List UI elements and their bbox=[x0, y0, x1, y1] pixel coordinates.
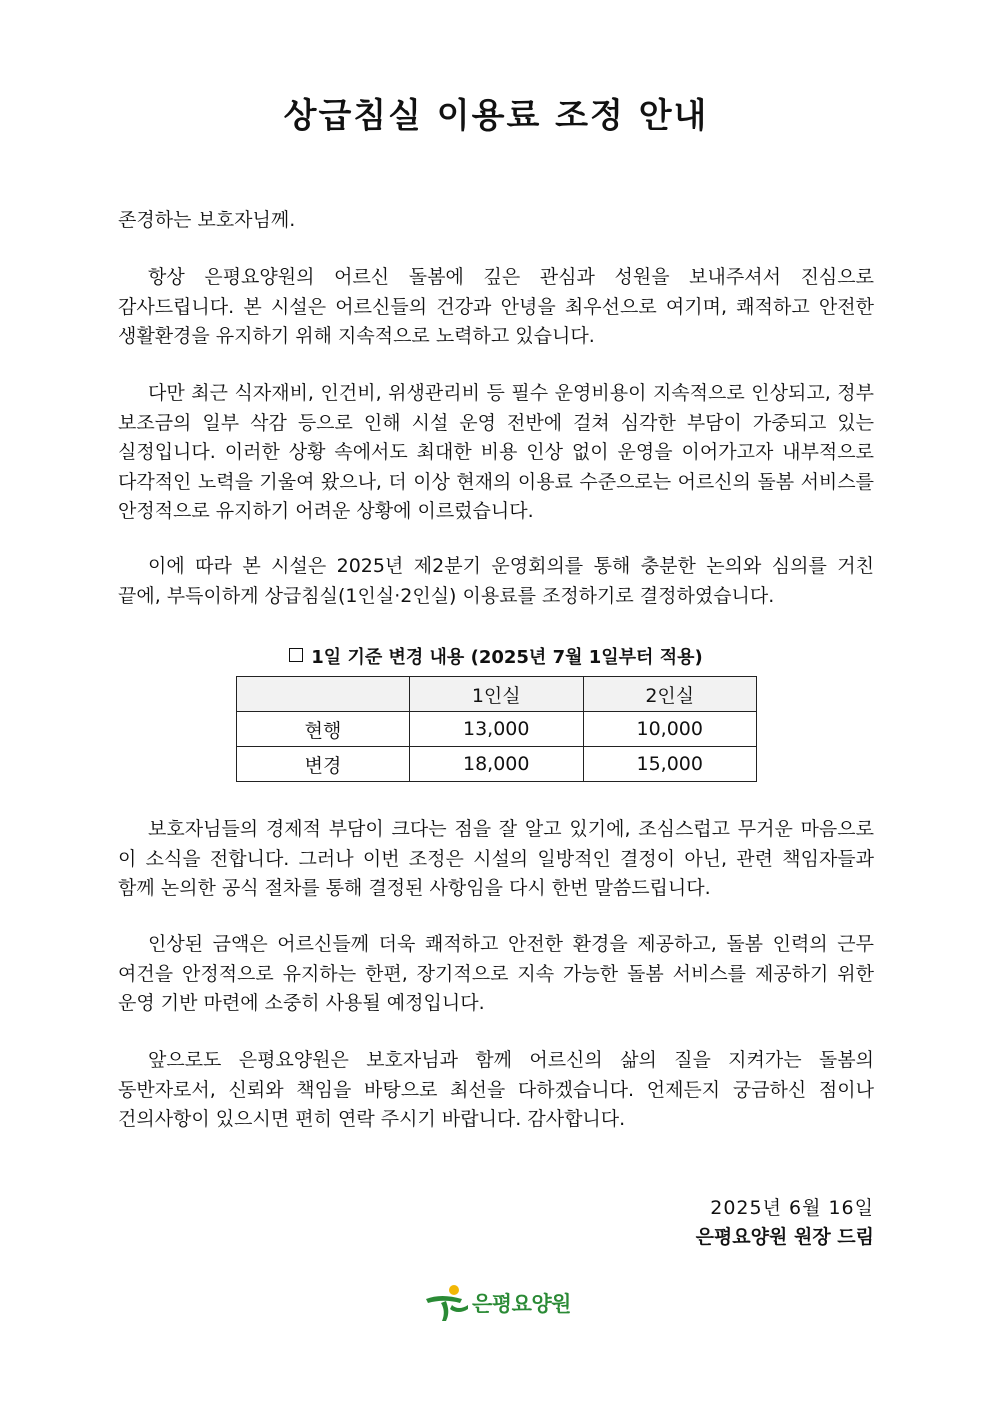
table-header-cell: 2인실 bbox=[583, 677, 757, 712]
table-row bbox=[237, 747, 757, 782]
table-caption-text: 1일 기준 변경 내용 (2025년 7월 1일부터 적용) bbox=[311, 647, 703, 668]
table-cell: 15,000 bbox=[583, 747, 757, 782]
table-header-cell: 1인실 bbox=[410, 677, 584, 712]
fee-table bbox=[236, 676, 757, 782]
table-header-cell bbox=[237, 677, 410, 712]
table-cell: 18,000 bbox=[410, 747, 584, 782]
organization-logo bbox=[424, 1283, 574, 1323]
paragraph-intro: 항상 은평요양원의 어르신 돌봄에 깊은 관심과 성원을 보내주셔서 진심으로 감사드립니다. 본 시설은 어르신들의 건강과 안녕을 최우선으로 여기며, 쾌적하고 안전한 생활환경을 유지하기 위해 지속적으로 노력하고 있습니다. bbox=[118, 266, 874, 347]
table-row-label: 현행 bbox=[237, 712, 410, 747]
table-header-row bbox=[237, 677, 757, 712]
signature: 은평요양원 원장 드림 bbox=[695, 1226, 874, 1248]
person-figure-logo-icon bbox=[424, 1283, 470, 1323]
document-title: 상급침실 이용료 조정 안내 bbox=[283, 96, 709, 136]
paragraph-apology: 보호자님들의 경제적 부담이 크다는 점을 잘 알고 있기에, 조심스럽고 무거운 마음으로 이 소식을 전합니다. 그러나 이번 조정은 시설의 일방적인 결정이 아닌, 관련 책임자들과 함께 논의한 공식 절차를 통해 결정된 사항임을 다시 한번 말씀드립니다. bbox=[118, 818, 874, 899]
table-caption bbox=[118, 643, 874, 669]
greeting: 존경하는 보호자님께. bbox=[118, 209, 296, 231]
document-date: 2025년 6월 16일 bbox=[710, 1197, 874, 1219]
table-row-label: 변경 bbox=[237, 747, 410, 782]
paragraph-usage: 인상된 금액은 어르신들께 더욱 쾌적하고 안전한 환경을 제공하고, 돌봄 인력의 근무 여건을 안정적으로 유지하는 한편, 장기적으로 지속 가능한 돌봄 서비스를 제공하기 위한 운영 기반 마련에 소중히 사용될 예정입니다. bbox=[118, 933, 874, 1014]
square-outline-icon bbox=[289, 648, 303, 662]
table-cell: 13,000 bbox=[410, 712, 584, 747]
paragraph-decision: 이에 따라 본 시설은 2025년 제2분기 운영회의를 통해 충분한 논의와 심의를 거친 끝에, 부득이하게 상급침실(1인실·2인실) 이용료를 조정하기로 결정하였습니다. bbox=[118, 555, 874, 607]
paragraph-closing: 앞으로도 은평요양원은 보호자님과 함께 어르신의 삶의 질을 지켜가는 돌봄의 동반자로서, 신뢰와 책임을 바탕으로 최선을 다하겠습니다. 언제든지 궁금하신 점이나 건의사항이 있으시면 편히 연락 주시기 바랍니다. 감사합니다. bbox=[118, 1049, 874, 1130]
table-row bbox=[237, 712, 757, 747]
logo-text: 은평요양원 bbox=[472, 1292, 571, 1316]
table-cell: 10,000 bbox=[583, 712, 757, 747]
paragraph-cost-increase: 다만 최근 식자재비, 인건비, 위생관리비 등 필수 운영비용이 지속적으로 인상되고, 정부 보조금의 일부 삭감 등으로 인해 시설 운영 전반에 걸쳐 심각한 부담이 가중되고 있는 실정입니다. 이러한 상황 속에서도 최대한 비용 인상 없이 운영을 이어가고자 내부적으로 다각적인 노력을 기울여 왔으나, 더 이상 현재의 이용료 수준으로는 어르신의 돌봄 서비스를 안정적으로 유지하기 어려운 상황에 이르렀습니다. bbox=[118, 382, 874, 522]
